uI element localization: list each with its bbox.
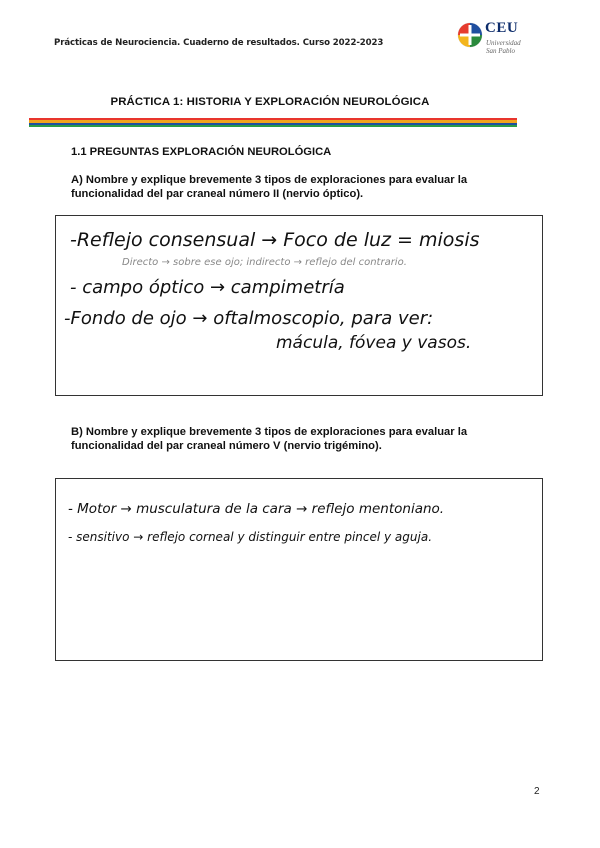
logo-sub-line2: San Pablo bbox=[486, 47, 515, 55]
answer-a-line5: mácula, fóvea y vasos. bbox=[276, 333, 472, 353]
page-title: PRÁCTICA 1: HISTORIA Y EXPLORACIÓN NEUROLÓGICA bbox=[110, 96, 430, 108]
page-number: 2 bbox=[534, 786, 540, 797]
question-b bbox=[71, 425, 541, 453]
question-a-line2: funcionalidad del par craneal número II (nervio óptico). bbox=[71, 188, 364, 200]
color-stripes bbox=[29, 118, 517, 127]
question-a bbox=[71, 173, 541, 201]
stripe-green bbox=[29, 125, 517, 127]
answer-b-line1: - Motor → musculatura de la cara → reflejo mentoniano. bbox=[68, 501, 445, 517]
answer-a-line1: -Reflejo consensual → Foco de luz = miosis bbox=[70, 229, 480, 251]
answer-box-a[interactable] bbox=[55, 215, 543, 396]
answer-a-line2: Directo → sobre ese ojo; indirecto → reflejo del contrario. bbox=[122, 257, 407, 268]
section-heading: 1.1 PREGUNTAS EXPLORACIÓN NEUROLÓGICA bbox=[71, 146, 332, 158]
answer-b-handwriting bbox=[56, 479, 544, 662]
answer-box-b[interactable] bbox=[55, 478, 543, 661]
answer-a-line4: -Fondo de ojo → oftalmoscopio, para ver: bbox=[64, 308, 434, 329]
question-b-line2: funcionalidad del par craneal número V (nervio trigémino). bbox=[71, 440, 382, 452]
ceu-emblem-icon bbox=[457, 22, 483, 48]
logo-sub-line1: Universidad bbox=[486, 39, 521, 47]
logo-wordmark: CEU bbox=[485, 20, 519, 36]
question-a-line1: A) Nombre y explique brevemente 3 tipos de exploraciones para evaluar la bbox=[71, 174, 468, 186]
question-b-line1: B) Nombre y explique brevemente 3 tipos de exploraciones para evaluar la bbox=[71, 426, 468, 438]
answer-b-line2: - sensitivo → reflejo corneal y distinguir entre pincel y aguja. bbox=[68, 530, 433, 544]
answer-a-handwriting bbox=[56, 216, 544, 397]
logo-subtitle bbox=[486, 39, 521, 55]
answer-a-line3: - campo óptico → campimetría bbox=[70, 277, 345, 298]
running-header: Prácticas de Neurociencia. Cuaderno de resultados. Curso 2022-2023 bbox=[54, 38, 384, 48]
